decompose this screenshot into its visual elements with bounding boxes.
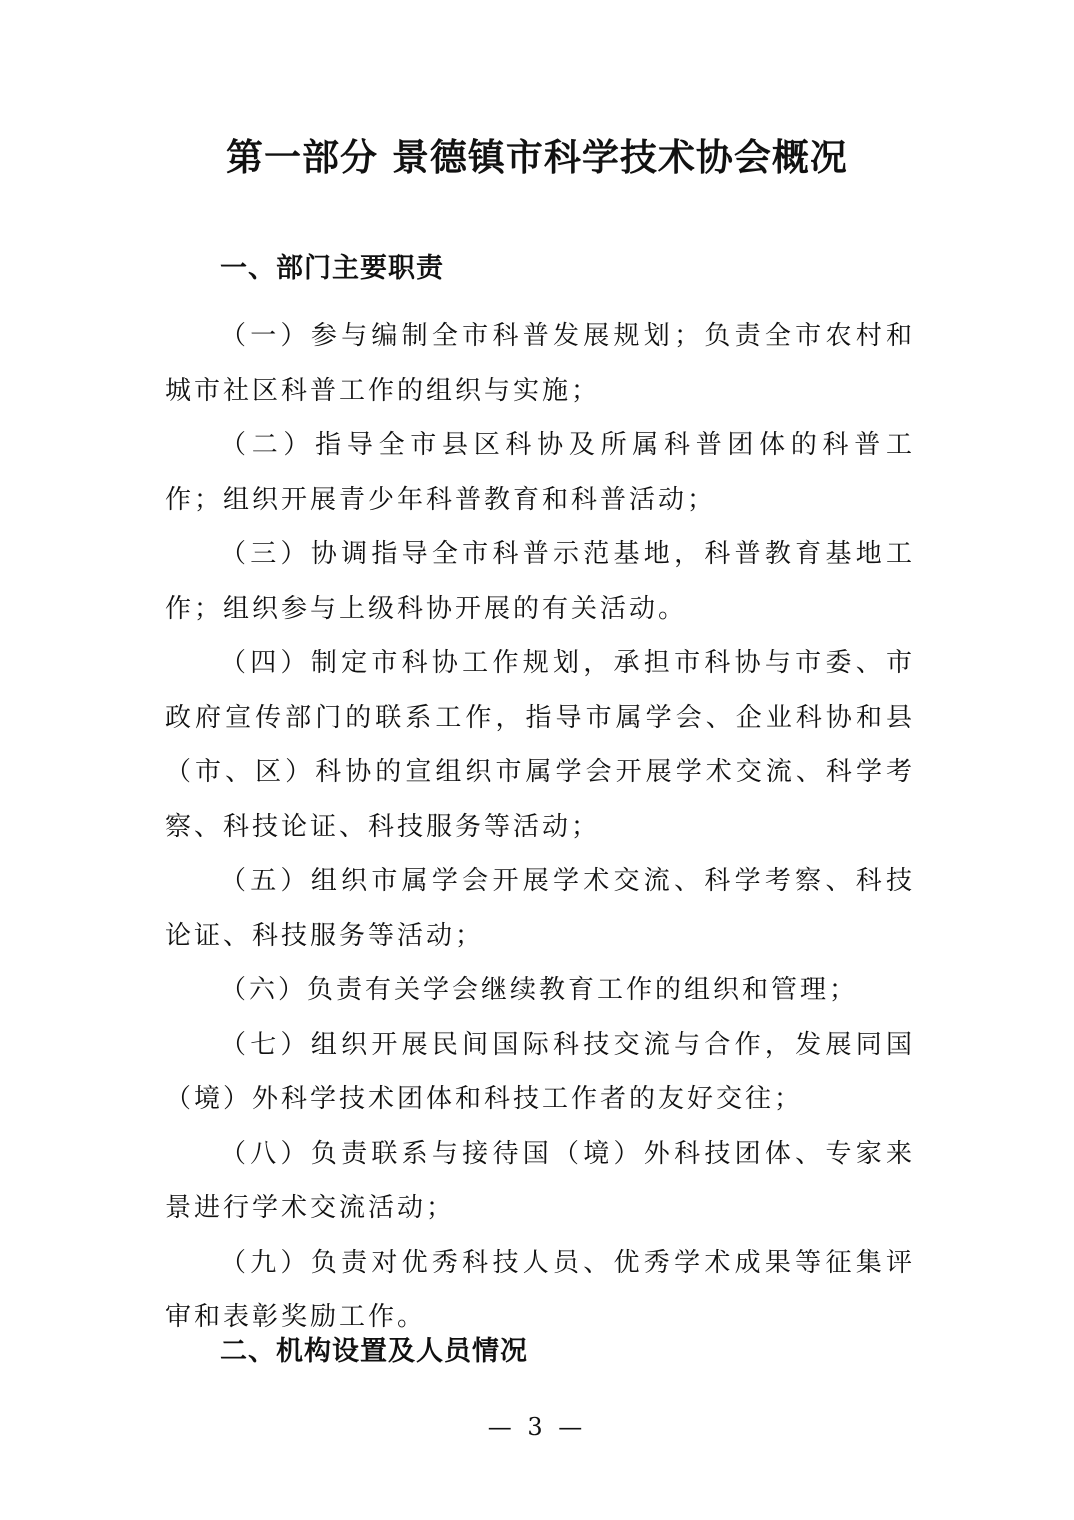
duty-paragraph-8: （八）负责联系与接待国（境）外科技团体、专家来景进行学术交流活动； bbox=[165, 1138, 915, 1223]
duty-paragraph-6: （六）负责有关学会继续教育工作的组织和管理； bbox=[220, 975, 859, 1005]
duty-paragraph-7: （七）组织开展民间国际科技交流与合作，发展同国（境）外科学技术团体和科技工作者的友好交往； bbox=[165, 1029, 915, 1114]
duty-paragraph-3: （三）协调指导全市科普示范基地，科普教育基地工作；组织参与上级科协开展的有关活动。 bbox=[165, 539, 915, 624]
duty-paragraph-1: （一）参与编制全市科普发展规划；负责全市农村和城市社区科普工作的组织与实施； bbox=[165, 321, 915, 406]
duties-list bbox=[165, 309, 915, 1345]
section-heading-organization: 二、机构设置及人员情况 bbox=[220, 1336, 528, 1367]
duty-paragraph-5: （五）组织市属学会开展学术交流、科学考察、科技论证、科技服务等活动； bbox=[165, 866, 915, 951]
section-heading-duties: 一、部门主要职责 bbox=[220, 253, 444, 284]
duty-paragraph-9: （九）负责对优秀科技人员、优秀学术成果等征集评审和表彰奖励工作。 bbox=[165, 1247, 915, 1332]
duty-paragraph-2: （二）指导全市县区科协及所属科普团体的科普工作；组织开展青少年科普教育和科普活动； bbox=[165, 430, 915, 515]
duty-paragraph-4: （四）制定市科协工作规划，承担市科协与市委、市政府宣传部门的联系工作，指导市属学会、企业科协和县（市、区）科协的宣组织市属学会开展学术交流、科学考察、科技论证、科技服务等活动； bbox=[165, 648, 915, 842]
page-number: — 3 — bbox=[487, 1413, 587, 1441]
page-title: 第一部分 景德镇市科学技术协会概况 bbox=[226, 136, 848, 179]
